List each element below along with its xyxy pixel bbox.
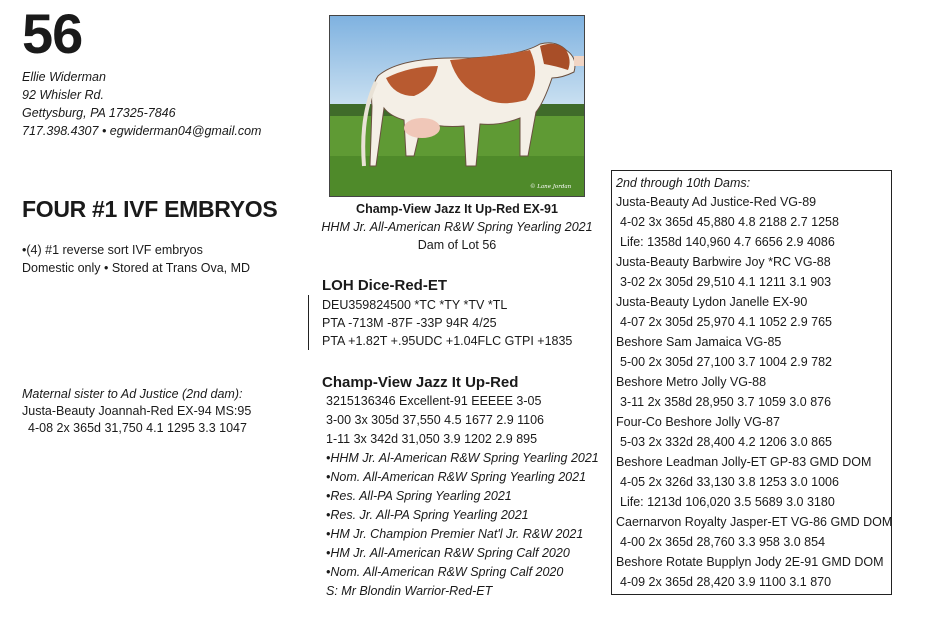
dam-line: 1-11 3x 342d 31,050 3.9 1202 2.9 895 xyxy=(326,432,538,446)
dam-photo xyxy=(329,15,585,197)
dam-award: •HM Jr. All-American R&W Spring Calf 2020 xyxy=(326,546,570,560)
maternal-sister xyxy=(22,386,251,437)
dam-entry-name: Beshore Metro Jolly VG-88 xyxy=(616,375,767,389)
dam-entry-record: 4-05 2x 326d 33,130 3.8 1253 3.0 1006 xyxy=(620,475,839,489)
dam-entry-name: Justa-Beauty Ad Justice-Red VG-89 xyxy=(616,195,817,209)
sire-block xyxy=(322,276,572,350)
maternal-sister-record: 4-08 2x 365d 31,750 4.1 1295 3.3 1047 xyxy=(28,421,247,435)
dam-award: •HHM Jr. Al-American R&W Spring Yearling 2021 xyxy=(326,451,599,465)
dam-entry-record: 5-03 2x 332d 28,400 4.2 1206 3.0 865 xyxy=(620,435,832,449)
dams-heading: 2nd through 10th Dams: xyxy=(616,176,751,190)
caption-award: HHM Jr. All-American R&W Spring Yearling 2021 xyxy=(321,220,593,234)
dam-entry-name: Justa-Beauty Lydon Janelle EX-90 xyxy=(616,295,808,309)
lot-number: 56 xyxy=(22,2,83,65)
dam-entry-name: Beshore Leadman Jolly-ET GP-83 GMD DOM xyxy=(616,455,872,469)
cow-photo-illustration xyxy=(330,16,585,197)
dam-entry-record: Life: 1358d 140,960 4.7 6656 2.9 4086 xyxy=(620,235,835,249)
dam-entry-name: Beshore Sam Jamaica VG-85 xyxy=(616,335,782,349)
dam-entry-record: 4-00 2x 365d 28,760 3.3 958 3.0 854 xyxy=(620,535,826,549)
maternal-sister-note: Maternal sister to Ad Justice (2nd dam): xyxy=(22,387,243,401)
sire-details xyxy=(308,295,572,350)
consignor-city: Gettysburg, PA 17325-7846 xyxy=(22,106,176,120)
dam-entry-name: Beshore Rotate Bupplyn Jody 2E-91 GMD DOM xyxy=(616,555,884,569)
dam-entry-record: 4-07 2x 305d 25,970 4.1 1052 2.9 765 xyxy=(620,315,832,329)
photo-caption xyxy=(300,200,614,254)
sire-line: DEU359824500 *TC *TY *TV *TL xyxy=(322,298,508,312)
consignor-contact: 717.398.4307 • egwiderman04@gmail.com xyxy=(22,124,262,138)
dam-line: 3215136346 Excellent-91 EEEEE 3-05 xyxy=(326,394,542,408)
sire-line: PTA -713M -87F -33P 94R 4/25 xyxy=(322,316,497,330)
dam-block xyxy=(322,373,599,601)
dam-award: •Res. Jr. All-PA Spring Yearling 2021 xyxy=(326,508,529,522)
dam-name: Champ-View Jazz It Up-Red xyxy=(322,374,519,391)
maternal-sister-name: Justa-Beauty Joannah-Red EX-94 MS:95 xyxy=(22,404,252,418)
dam-sire-line: S: Mr Blondin Warrior-Red-ET xyxy=(326,584,493,598)
dam-award: •Nom. All-American R&W Spring Yearling 2021 xyxy=(326,470,587,484)
consignor-address xyxy=(22,68,261,140)
dam-entry-record: 3-11 2x 358d 28,950 3.7 1059 3.0 876 xyxy=(620,395,832,409)
dam-award: •Nom. All-American R&W Spring Calf 2020 xyxy=(326,565,564,579)
dam-entry-record: 5-00 2x 305d 27,100 3.7 1004 2.9 782 xyxy=(620,355,832,369)
dam-award: •HM Jr. Champion Premier Nat'l Jr. R&W 2021 xyxy=(326,527,584,541)
sire-name: LOH Dice-Red-ET xyxy=(322,277,448,294)
offering-line: •(4) #1 reverse sort IVF embryos xyxy=(22,243,203,257)
sire-line: PTA +1.82T +.95UDC +1.04FLC GTPI +1835 xyxy=(322,334,573,348)
offering-details xyxy=(22,241,250,277)
consignor-street: 92 Whisler Rd. xyxy=(22,88,104,102)
offering-headline: FOUR #1 IVF EMBRYOS xyxy=(22,196,278,222)
dam-entry-name: Caernarvon Royalty Jasper-ET VG-86 GMD DOM xyxy=(616,515,893,529)
dam-entry-record: 4-09 2x 365d 28,420 3.9 1100 3.1 870 xyxy=(620,575,832,589)
dam-entry-record: 3-02 2x 305d 29,510 4.1 1211 3.1 903 xyxy=(620,275,832,289)
dam-entry-record: Life: 1213d 106,020 3.5 5689 3.0 3180 xyxy=(620,495,835,509)
caption-relation: Dam of Lot 56 xyxy=(417,238,497,252)
dam-entry-name: Four-Co Beshore Jolly VG-87 xyxy=(616,415,780,429)
dams-box xyxy=(611,170,892,595)
caption-name: Champ-View Jazz It Up-Red EX-91 xyxy=(356,202,558,216)
photo-watermark: © Lane Jordan xyxy=(530,184,572,190)
consignor-name: Ellie Widerman xyxy=(22,70,106,84)
dam-entry-record: 4-02 3x 365d 45,880 4.8 2188 2.7 1258 xyxy=(620,215,839,229)
offering-line: Domestic only • Stored at Trans Ova, MD xyxy=(22,261,251,275)
dam-line: 3-00 3x 305d 37,550 4.5 1677 2.9 1106 xyxy=(326,413,545,427)
dam-award: •Res. All-PA Spring Yearling 2021 xyxy=(326,489,512,503)
dam-entry-name: Justa-Beauty Barbwire Joy *RC VG-88 xyxy=(616,255,831,269)
